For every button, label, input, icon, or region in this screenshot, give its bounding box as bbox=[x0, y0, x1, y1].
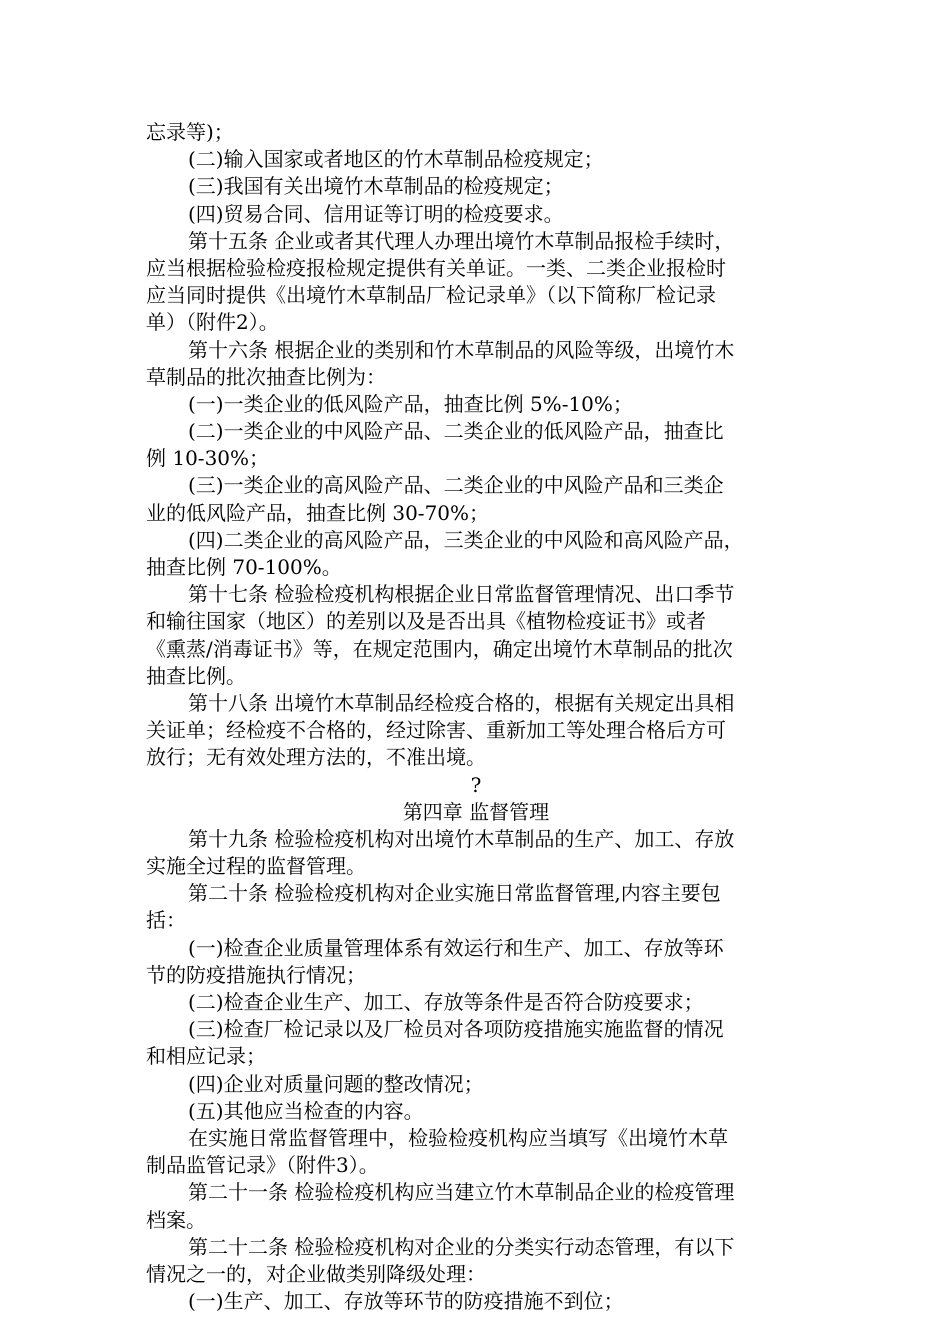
text-line: (一)一类企业的低风险产品，抽查比例 5%-10%； bbox=[188, 391, 633, 416]
text-line: (四)企业对质量问题的整改情况； bbox=[188, 1071, 484, 1096]
document-body bbox=[146, 119, 806, 1315]
text-line: (二)一类企业的中风险产品、二类企业的低风险产品，抽查比 bbox=[188, 419, 724, 444]
text-line: 在实施日常监督管理中，检验检疫机构应当填写《出境竹木草 bbox=[188, 1125, 728, 1150]
text-line: (三)一类企业的高风险产品、二类企业的中风险产品和三类企 bbox=[188, 473, 724, 498]
text-line: 制品监管记录》（附件3）。 bbox=[146, 1153, 379, 1178]
text-line: 单）（附件2）。 bbox=[146, 310, 279, 335]
text-line: (五)其他应当检查的内容。 bbox=[188, 1098, 424, 1123]
text-line: 第二十条 检验检疫机构对企业实施日常监督管理,内容主要包 bbox=[188, 881, 721, 906]
text-line: 第十七条 检验检疫机构根据企业日常监督管理情况、出口季节 bbox=[188, 582, 735, 607]
text-line: 第十八条 出境竹木草制品经检疫合格的，根据有关规定出具相 bbox=[188, 690, 735, 715]
text-line: 情况之一的，对企业做类别降级处理： bbox=[146, 1261, 486, 1286]
text-line: 草制品的批次抽查比例为： bbox=[146, 364, 386, 389]
text-line: 抽查比例。 bbox=[146, 663, 246, 688]
text-line: (二)检查企业生产、加工、存放等条件是否符合防疫要求； bbox=[188, 990, 704, 1014]
text-line: 节的防疫措施执行情况； bbox=[146, 962, 366, 987]
text-line: 业的低风险产品，抽查比例 30-70%； bbox=[146, 500, 490, 525]
centered-line: ? bbox=[470, 772, 482, 797]
centered-line: 第四章 监督管理 bbox=[402, 799, 550, 824]
text-line: (四)二类企业的高风险产品，三类企业的中风险和高风险产品， bbox=[188, 527, 744, 552]
text-line: 应当同时提供《出境竹木草制品厂检记录单》（以下简称厂检记录 bbox=[146, 283, 716, 308]
text-line: 忘录等)； bbox=[146, 120, 234, 144]
text-line: 抽查比例 70-100%。 bbox=[146, 555, 342, 579]
text-line: (四)贸易合同、信用证等订明的检疫要求。 bbox=[188, 201, 564, 226]
text-line: 《熏蒸/消毒证书》等，在规定范围内，确定出境竹木草制品的批次 bbox=[146, 636, 733, 661]
text-line: 放行；无有效处理方法的，不准出境。 bbox=[146, 745, 486, 770]
text-line: 和输往国家（地区）的差别以及是否出具《植物检疫证书》或者 bbox=[146, 609, 706, 634]
text-line: (三)检查厂检记录以及厂检员对各项防疫措施实施监督的情况 bbox=[188, 1017, 724, 1042]
text-line: 第二十一条 检验检疫机构应当建立竹木草制品企业的检疫管理 bbox=[188, 1180, 735, 1205]
text-line: (三)我国有关出境竹木草制品的检疫规定； bbox=[188, 174, 564, 199]
text-line: 实施全过程的监督管理。 bbox=[146, 854, 366, 879]
text-line: 档案。 bbox=[146, 1207, 206, 1232]
text-line: 关证单；经检疫不合格的，经过除害、重新加工等处理合格后方可 bbox=[146, 718, 726, 743]
text-line: 例 10-30%； bbox=[146, 446, 270, 471]
text-line: 括： bbox=[146, 908, 186, 933]
text-line: 第十五条 企业或者其代理人办理出境竹木草制品报检手续时， bbox=[188, 228, 735, 253]
text-line: (一)检查企业质量管理体系有效运行和生产、加工、存放等环 bbox=[188, 935, 724, 960]
text-line: 和相应记录； bbox=[146, 1044, 266, 1069]
text-line: (一)生产、加工、存放等环节的防疫措施不到位； bbox=[188, 1289, 624, 1314]
text-line: (二)输入国家或者地区的竹木草制品检疫规定； bbox=[188, 147, 604, 172]
text-line: 第十六条 根据企业的类别和竹木草制品的风险等级，出境竹木 bbox=[188, 337, 735, 362]
text-line: 第十九条 检验检疫机构对出境竹木草制品的生产、加工、存放 bbox=[188, 826, 735, 851]
text-line: 应当根据检验检疫报检规定提供有关单证。一类、二类企业报检时 bbox=[146, 255, 726, 280]
text-line: 第二十二条 检验检疫机构对企业的分类实行动态管理，有以下 bbox=[188, 1234, 735, 1259]
